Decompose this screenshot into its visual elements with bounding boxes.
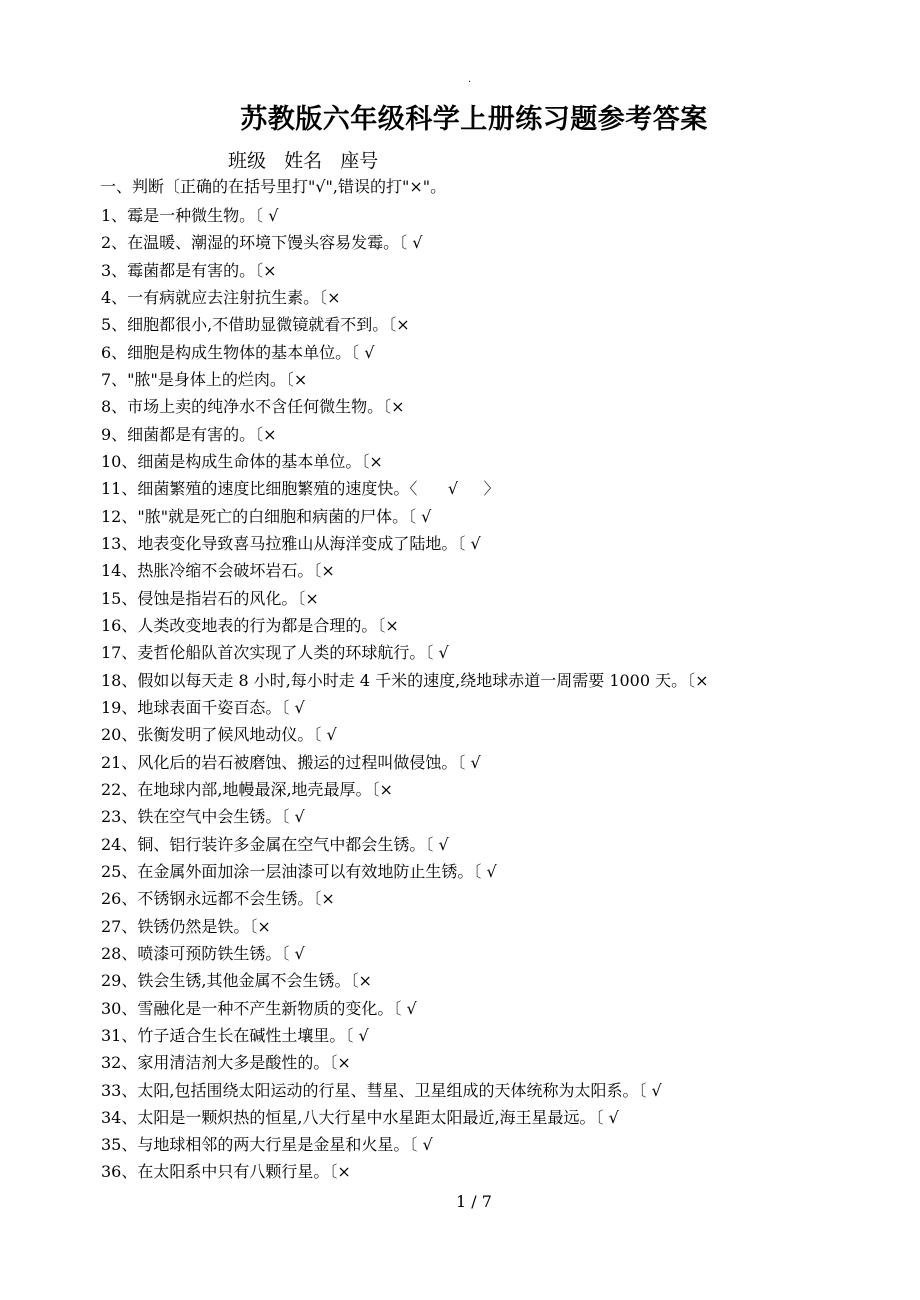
question-item: 15、侵蚀是指岩石的风化。〔×	[101, 588, 319, 608]
question-item: 20、张衡发明了候风地动仪。〔 √	[101, 725, 337, 745]
question-item: 31、竹子适合生长在碱性土壤里。〔 √	[101, 1025, 369, 1045]
page-number: 1 / 7	[456, 1192, 492, 1211]
question-item: 7、"脓"是身体上的烂肉。〔×	[101, 369, 308, 389]
question-item: 35、与地球相邻的两大行星是金星和火星。〔 √	[101, 1135, 433, 1155]
question-item: 27、铁锈仍然是铁。〔×	[101, 916, 271, 936]
question-item: 13、地表变化导致喜马拉雅山从海洋变成了陆地。〔 √	[101, 533, 481, 553]
question-item: 32、家用清洁剂大多是酸性的。〔×	[101, 1053, 351, 1073]
question-list	[101, 202, 901, 1186]
question-item: 34、太阳是一颗炽热的恒星,八大行星中水星距太阳最近,海王星最远。〔 √	[101, 1107, 619, 1127]
question-item: 28、喷漆可预防铁生锈。〔 √	[101, 943, 305, 963]
question-item: 10、细菌是构成生命体的基本单位。〔×	[101, 451, 383, 471]
question-item: 8、市场上卖的纯净水不含任何微生物。〔×	[101, 397, 405, 417]
question-item: 2、在温暖、潮湿的环境下馒头容易发霉。〔 √	[101, 233, 423, 253]
document-title: 苏教版六年级科学上册练习题参考答案	[240, 104, 708, 135]
question-item: 17、麦哲伦船队首次实现了人类的环球航行。〔 √	[101, 643, 449, 663]
question-item: 23、铁在空气中会生锈。〔 √	[101, 807, 305, 827]
question-item: 12、"脓"就是死亡的白细胞和病菌的尸体。〔 √	[101, 506, 432, 526]
question-item: 26、不锈钢永远都不会生锈。〔×	[101, 889, 335, 909]
question-item: 30、雪融化是一种不产生新物质的变化。〔 √	[101, 998, 417, 1018]
question-item: 22、在地球内部,地幔最深,地壳最厚。〔×	[101, 779, 393, 799]
question-item: 6、细胞是构成生物体的基本单位。〔 √	[101, 342, 375, 362]
question-item: 18、假如以每天走 8 小时,每小时走 4 千米的速度,绕地球赤道一周需要 1000 天。〔×	[101, 670, 709, 690]
student-info-line: 班级 姓名 座号	[228, 150, 379, 172]
question-item: 1、霉是一种微生物。〔 √	[101, 206, 279, 225]
question-item: 33、太阳,包括围绕太阳运动的行星、彗星、卫星组成的天体统称为太阳系。〔 √	[101, 1080, 662, 1100]
question-item: 11、细菌繁殖的速度比细胞繁殖的速度快。〈 √ 〉	[101, 479, 500, 499]
question-item: 21、风化后的岩石被磨蚀、搬运的过程叫做侵蚀。〔 √	[101, 752, 481, 772]
question-item: 4、一有病就应去注射抗生素。〔×	[101, 287, 341, 307]
question-item: 14、热胀冷缩不会破坏岩石。〔×	[101, 561, 335, 581]
question-item: 25、在金属外面加涂一层油漆可以有效地防止生锈。〔 √	[101, 861, 497, 881]
question-item: 9、细菌都是有害的。〔×	[101, 424, 277, 444]
question-item: 24、铜、铝行装许多金属在空气中都会生锈。〔 √	[101, 834, 449, 854]
header-mark: ·	[468, 77, 472, 88]
question-item: 19、地球表面千姿百态。〔 √	[101, 697, 305, 717]
question-item: 3、霉菌都是有害的。〔×	[101, 260, 277, 280]
question-item: 5、细胞都很小,不借助显微镜就看不到。〔×	[101, 315, 410, 335]
question-item: 16、人类改变地表的行为都是合理的。〔×	[101, 615, 399, 635]
question-item: 29、铁会生锈,其他金属不会生锈。〔×	[101, 971, 372, 991]
section-heading: 一、判断〔正确的在括号里打"√",错误的打"×"。	[100, 177, 447, 196]
question-item: 36、在太阳系中只有八颗行星。〔×	[101, 1162, 351, 1182]
